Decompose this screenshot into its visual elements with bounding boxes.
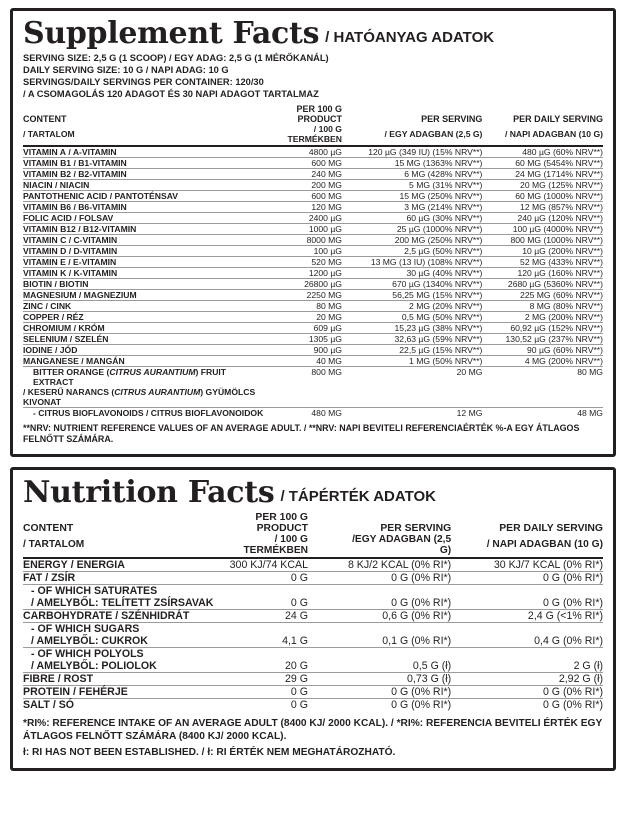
table-row <box>23 146 603 158</box>
nrow-perserving: 0,6 G (0% RI*) <box>342 609 481 622</box>
row-label-en: SELENIUM <box>23 333 68 344</box>
row-per100g: 900 µG <box>263 344 360 355</box>
row-per100g: 100 µG <box>263 245 360 256</box>
row-label-en: CHROMIUM <box>23 322 72 333</box>
nutrition-header-row-en <box>23 512 603 534</box>
row-perserving: 32,63 µG (59% NRV**) <box>360 333 496 344</box>
row-label-hu: / A-VITAMIN <box>68 146 117 157</box>
nrow-label-en: - OF WHICH SATURATES <box>31 584 158 597</box>
nutrition-row <box>23 597 603 610</box>
bitter-orange-latin-hu: CITRUS AURANTIUM <box>114 386 201 397</box>
nutrition-row-subheading <box>23 647 603 660</box>
row-perserving: 12 MG <box>456 407 483 418</box>
serving-info <box>23 53 603 101</box>
row-label-hu: / MAGNEZIUM <box>78 289 137 300</box>
bitter-orange-label-post: ) FRUIT EXTRACT <box>33 366 227 387</box>
nrow-label-hu: / ZSÍR <box>45 571 76 584</box>
row-per100g: 8000 MG <box>263 234 360 245</box>
nrow-perserving: 0,5 G (ł) <box>342 660 481 673</box>
nutrition-header-row-hu <box>23 534 603 556</box>
table-row <box>23 234 603 245</box>
row-label-hu: / PANTOTÉNSAV <box>109 190 179 201</box>
row-label-en: IODINE <box>23 344 53 355</box>
nrow-label-en: ENERGY <box>23 558 68 571</box>
nrow-perdaily: 0 G (0% RI*) <box>481 571 603 584</box>
nrow-per100g: 20 G <box>214 660 342 673</box>
nutrition-row <box>23 609 603 622</box>
row-perserving: 5 MG (31% NRV**) <box>360 179 496 190</box>
nrow-label-hu: / AMELYBŐL: POLIOLOK <box>23 660 214 673</box>
serving-size-line: SERVING SIZE: 2,5 G (1 SCOOP) / EGY ADAG: 2,5 G (1 MÉRŐKANÁL) <box>23 53 329 63</box>
row-perdaily: 52 MG (433% NRV**) <box>496 256 603 267</box>
row-label-hu: / CITRUS BIOFLAVONOIDOK <box>146 407 264 418</box>
table-row <box>23 311 603 322</box>
row-label-en: VITAMIN D <box>23 245 67 256</box>
table-row <box>23 355 603 366</box>
nrow-per100g: 0 G <box>214 571 342 584</box>
nrow-label-hu: / ENERGIA <box>70 558 125 571</box>
row-label-en: VITAMIN B1 <box>23 157 72 168</box>
nutrition-facts-table <box>23 512 603 711</box>
row-label-en: MAGNESIUM <box>23 289 77 300</box>
row-perdaily: 100 µG (4000% NRV**) <box>496 223 603 234</box>
row-per100g: 120 MG <box>263 201 360 212</box>
nrow-per100g: 29 G <box>214 672 342 685</box>
header-per100g-en: PER 100 G PRODUCT <box>296 103 342 124</box>
row-perdaily: 48 MG <box>577 407 603 418</box>
row-label-hu: / B1-VITAMIN <box>73 157 127 168</box>
nheader-perdaily-hu: / NAPI ADAGBAN (10 G) <box>486 539 603 551</box>
row-perdaily: 480 µG (60% NRV**) <box>496 146 603 158</box>
row-per100g: 80 MG <box>263 300 360 311</box>
nrow-perdaily: 2 G (ł) <box>481 660 603 673</box>
table-row <box>23 201 603 212</box>
row-label-en: VITAMIN B6 <box>23 201 72 212</box>
row-label-hu: / D-VITAMIN <box>68 245 118 256</box>
bitter-orange-label-pre: BITTER ORANGE ( <box>33 366 110 377</box>
nrow-label-hu: / FEHÉRJE <box>73 685 128 698</box>
nrow-perdaily: 2,92 G (ł) <box>481 672 603 685</box>
nrow-perdaily: 0 G (0% RI*) <box>481 597 603 610</box>
row-label-hu: / NIACIN <box>55 179 90 190</box>
row-per100g: 609 µG <box>263 322 360 333</box>
nrv-footnote: **NRV: NUTRIENT REFERENCE VALUES OF AN AVERAGE ADULT. / **NRV: NAPI BEVITELI REFERENCIAÉRTÉK %-A EGY ÁTLAGOS FELNŐTT SZÁMÁRA. <box>23 422 580 445</box>
row-label-en: VITAMIN C <box>23 234 67 245</box>
row-label-en: FOLIC ACID <box>23 212 72 223</box>
table-row <box>23 223 603 234</box>
table-row <box>23 168 603 179</box>
row-perdaily: 130,52 µG (237% NRV**) <box>496 333 603 344</box>
nrow-label-hu: / ROST <box>57 672 94 685</box>
row-perserving: 15,23 µG (38% NRV**) <box>360 322 496 333</box>
row-label-hu: / C-VITAMIN <box>68 234 118 245</box>
row-perdaily: 4 MG (200% NRV**) <box>496 355 603 366</box>
table-row-bitter-orange <box>23 366 603 407</box>
supplement-facts-title: Supplement Facts <box>23 16 320 51</box>
nrow-perserving: 8 KJ/2 KCAL (0% RI*) <box>342 558 481 572</box>
row-label-hu: / JÓD <box>55 344 78 355</box>
table-row <box>23 157 603 168</box>
row-perdaily: 2680 µG (5360% NRV**) <box>496 278 603 289</box>
row-perserving: 6 MG (428% NRV**) <box>360 168 496 179</box>
row-label-hu: / B12-VITAMIN <box>78 223 137 234</box>
row-per100g: 800 MG <box>263 366 360 407</box>
row-perserving: 13 MG (13 IU) (108% NRV**) <box>360 256 496 267</box>
row-label-en: PANTOTHENIC ACID <box>23 190 108 201</box>
row-perdaily: 8 MG (80% NRV**) <box>496 300 603 311</box>
nrow-per100g: 4,1 G <box>214 635 342 648</box>
supplement-facts-title-row <box>23 16 603 51</box>
row-label-en: VITAMIN K <box>23 267 67 278</box>
nutrition-row <box>23 672 603 685</box>
supplement-facts-subtitle: / HATÓANYAG ADATOK <box>325 29 495 46</box>
row-label-hu: / K-VITAMIN <box>68 267 118 278</box>
nrow-perserving: 0 G (0% RI*) <box>342 571 481 584</box>
row-perdaily: 60 MG (1000% NRV**) <box>496 190 603 201</box>
bitter-orange-latin: CITRUS AURANTIUM <box>109 366 196 377</box>
row-label-en: - CITRUS BIOFLAVONOIDS <box>33 407 144 418</box>
row-perserving: 22,5 µG (15% NRV**) <box>360 344 496 355</box>
nrow-perdaily: 30 KJ/7 KCAL (0% RI*) <box>481 558 603 572</box>
row-per100g: 520 MG <box>263 256 360 267</box>
nrow-perdaily: 0,4 G (0% RI*) <box>481 635 603 648</box>
nutrition-row <box>23 635 603 648</box>
nheader-perserving-hu: /EGY ADAGBAN (2,5 G) <box>352 533 452 556</box>
servings-per-container-line-hu: / A CSOMAGOLÁS 120 ADAGOT ÉS 30 NAPI ADAGOT TARTALMAZ <box>23 88 319 99</box>
row-perserving: 2 MG (20% NRV**) <box>360 300 496 311</box>
ri-footnote: *RI%: REFERENCE INTAKE OF AN AVERAGE ADULT (8400 KJ/ 2000 KCAL). / *RI%: REFERENCIA BEVITELI ÉRTÉK EGY ÁTLAGOS FELNŐTT SZÁMÁRA (8400 KJ/ 2000 KCAL). <box>23 717 603 743</box>
row-perserving: 25 µG (1000% NRV**) <box>360 223 496 234</box>
nutrition-row <box>23 660 603 673</box>
row-label-en: VITAMIN B12 <box>23 223 76 234</box>
nheader-perserving-en: PER SERVING <box>380 522 452 534</box>
table-row <box>23 289 603 300</box>
nrow-perdaily: 0 G (0% RI*) <box>481 685 603 698</box>
supplement-facts-panel <box>10 8 616 457</box>
nutrition-row <box>23 685 603 698</box>
nutrition-facts-subtitle: / TÁPÉRTÉK ADATOK <box>280 487 436 505</box>
row-label-hu: / E-VITAMIN <box>68 256 117 267</box>
row-perserving: 20 MG <box>360 366 496 407</box>
daily-serving-size-line: DAILY SERVING SIZE: 10 G / NAPI ADAG: 10 G <box>23 64 229 75</box>
nutrition-facts-title-row <box>23 474 603 510</box>
nrow-label-hu: / AMELYBŐL: TELÍTETT ZSÍRSAVAK <box>23 597 214 610</box>
row-label-en: VITAMIN B2 <box>23 168 72 179</box>
row-perdaily: 2 MG (200% NRV**) <box>496 311 603 322</box>
table-header-row-en <box>23 104 603 124</box>
row-label-hu: / SZELÉN <box>69 333 109 344</box>
row-perserving: 2,5 µG (50% NRV**) <box>360 245 496 256</box>
nutrition-row-subheading <box>23 584 603 597</box>
row-label-en: VITAMIN E <box>23 256 66 267</box>
nrow-per100g: 0 G <box>290 698 308 711</box>
row-label-hu: / CINK <box>45 300 72 311</box>
table-row <box>23 278 603 289</box>
header-perdaily-hu: / NAPI ADAGBAN (10 G) <box>504 128 603 139</box>
row-per100g: 2250 MG <box>263 289 360 300</box>
nutrition-row-subheading <box>23 622 603 635</box>
nrow-perserving: 0 G (0% RI*) <box>391 698 452 711</box>
table-row <box>23 256 603 267</box>
row-per100g: 20 MG <box>263 311 360 322</box>
nheader-per100g-hu: / 100 G TERMÉKBEN <box>243 533 308 556</box>
nrow-label-en: - OF WHICH SUGARS <box>31 622 140 635</box>
header-perserving-hu: / EGY ADAGBAN (2,5 G) <box>384 128 483 139</box>
nheader-per100g-en: PER 100 G PRODUCT <box>255 511 308 534</box>
row-perdaily: 24 MG (1714% NRV**) <box>496 168 603 179</box>
row-per100g: 600 MG <box>263 157 360 168</box>
servings-per-container-line: SERVINGS/DAILY SERVINGS PER CONTAINER: 120/30 <box>23 76 264 87</box>
row-per100g: 4800 µG <box>263 146 360 158</box>
header-content-hu: / TARTALOM <box>23 128 75 139</box>
row-label-hu: / KRÓM <box>73 322 105 333</box>
table-row <box>23 300 603 311</box>
row-perdaily: 60,92 µG (152% NRV**) <box>496 322 603 333</box>
table-row <box>23 322 603 333</box>
table-header-row-hu <box>23 124 603 144</box>
row-perdaily: 800 MG (1000% NRV**) <box>496 234 603 245</box>
nheader-content-hu: / TARTALOM <box>23 539 85 551</box>
row-label-en: ZINC <box>23 300 44 311</box>
header-perdaily-en: PER DAILY SERVING <box>513 113 603 124</box>
nrow-perdaily: 2,4 G (<1% RI*) <box>481 609 603 622</box>
nrow-label-en: FIBRE <box>23 672 55 685</box>
table-row <box>23 190 603 201</box>
row-label-hu: / B6-VITAMIN <box>73 201 127 212</box>
row-label-en: MANGANESE <box>23 355 79 366</box>
row-perdaily: 20 MG (125% NRV**) <box>496 179 603 190</box>
table-row <box>23 267 603 278</box>
row-perserving: 670 µG (1340% NRV**) <box>360 278 496 289</box>
nrow-perserving: 0,73 G (ł) <box>342 672 481 685</box>
nheader-perdaily-en: PER DAILY SERVING <box>499 522 603 534</box>
nutrition-row <box>23 698 603 711</box>
bitter-orange-label-pre-hu: / KESERŰ NARANCS ( <box>23 386 115 397</box>
nrow-label-en: FAT <box>23 571 43 584</box>
row-per100g: 600 MG <box>263 190 360 201</box>
row-perserving: 200 MG (250% NRV**) <box>360 234 496 245</box>
nutrition-facts-panel <box>10 467 616 771</box>
nrow-perserving: 0 G (0% RI*) <box>342 597 481 610</box>
table-row <box>23 179 603 190</box>
table-row-citrus-bioflavonoids <box>23 407 603 418</box>
bitter-orange-label-post-hu: ) GYÜMÖLCS KIVONAT <box>23 386 256 407</box>
nrow-perdaily: 0 G (0% RI*) <box>542 698 603 711</box>
row-label-en: VITAMIN A <box>23 146 66 157</box>
row-per100g: 1200 µG <box>263 267 360 278</box>
row-label-hu: / B2-VITAMIN <box>73 168 127 179</box>
ri-not-established-footnote: ł: RI HAS NOT BEEN ESTABLISHED. / ł: RI ÉRTÉK NEM MEGHATÁROZHATÓ. <box>23 747 396 759</box>
nutrition-row <box>23 571 603 584</box>
nutrition-facts-title: Nutrition Facts <box>23 474 275 510</box>
nrow-label-en: - OF WHICH POLYOLS <box>31 647 144 660</box>
row-perserving: 3 MG (214% NRV**) <box>360 201 496 212</box>
row-perdaily: 240 µG (120% NRV**) <box>496 212 603 223</box>
row-per100g: 40 MG <box>263 355 360 366</box>
nrow-label-hu: / SZÉNHIDRÁT <box>115 609 190 622</box>
row-per100g: 200 MG <box>263 179 360 190</box>
nrow-perserving: 0,1 G (0% RI*) <box>342 635 481 648</box>
row-perdaily: 10 µG (200% NRV**) <box>496 245 603 256</box>
nrow-label-en: CARBOHYDRATE <box>23 609 113 622</box>
nrow-per100g: 0 G <box>214 685 342 698</box>
header-per100g-hu: / 100 G TERMÉKBEN <box>287 123 342 144</box>
header-content-en: CONTENT <box>23 113 67 124</box>
row-perserving: 30 µG (40% NRV**) <box>360 267 496 278</box>
nutrition-row <box>23 558 603 572</box>
row-perserving: 15 MG (1363% NRV**) <box>360 157 496 168</box>
row-perdaily: 12 MG (857% NRV**) <box>496 201 603 212</box>
row-per100g: 240 MG <box>263 168 360 179</box>
row-label-en: BIOTIN <box>23 278 53 289</box>
nrow-label-hu: / SÓ <box>52 698 75 711</box>
nrow-per100g: 24 G <box>214 609 342 622</box>
row-perdaily: 90 µG (60% NRV**) <box>496 344 603 355</box>
supplement-facts-table <box>23 104 603 418</box>
row-perdaily: 225 MG (60% NRV**) <box>496 289 603 300</box>
row-perserving: 0,5 MG (50% NRV**) <box>360 311 496 322</box>
table-row <box>23 245 603 256</box>
row-label-hu: / RÉZ <box>61 311 84 322</box>
nrow-label-hu: / AMELYBŐL: CUKROK <box>23 635 214 648</box>
table-row <box>23 344 603 355</box>
table-row <box>23 212 603 223</box>
row-label-en: COPPER <box>23 311 60 322</box>
nrow-label-en: SALT <box>23 698 50 711</box>
nheader-content-en: CONTENT <box>23 522 74 534</box>
nrow-perserving: 0 G (0% RI*) <box>342 685 481 698</box>
row-perserving: 60 µG (30% NRV**) <box>360 212 496 223</box>
row-per100g: 1000 µG <box>263 223 360 234</box>
row-label-hu: / FOLSAV <box>74 212 114 223</box>
row-perdaily: 60 MG (5454% NRV**) <box>496 157 603 168</box>
row-perdaily: 80 MG <box>496 366 603 407</box>
row-perserving: 1 MG (50% NRV**) <box>360 355 496 366</box>
row-per100g: 480 MG <box>311 407 342 418</box>
row-perserving: 15 MG (250% NRV**) <box>360 190 496 201</box>
row-per100g: 26800 µG <box>263 278 360 289</box>
row-label-hu: / BIOTIN <box>54 278 89 289</box>
row-per100g: 1305 µG <box>263 333 360 344</box>
row-label-en: NIACIN <box>23 179 53 190</box>
nrow-per100g: 0 G <box>214 597 342 610</box>
nrow-label-en: PROTEIN <box>23 685 71 698</box>
table-row <box>23 333 603 344</box>
row-perserving: 120 µG (349 IU) (15% NRV**) <box>360 146 496 158</box>
row-label-hu: / MANGÁN <box>81 355 125 366</box>
row-per100g: 2400 µG <box>263 212 360 223</box>
row-perserving: 56,25 MG (15% NRV**) <box>360 289 496 300</box>
nrow-per100g: 300 KJ/74 KCAL <box>214 558 342 572</box>
header-perserving-en: PER SERVING <box>421 113 483 124</box>
row-perdaily: 120 µG (160% NRV**) <box>496 267 603 278</box>
